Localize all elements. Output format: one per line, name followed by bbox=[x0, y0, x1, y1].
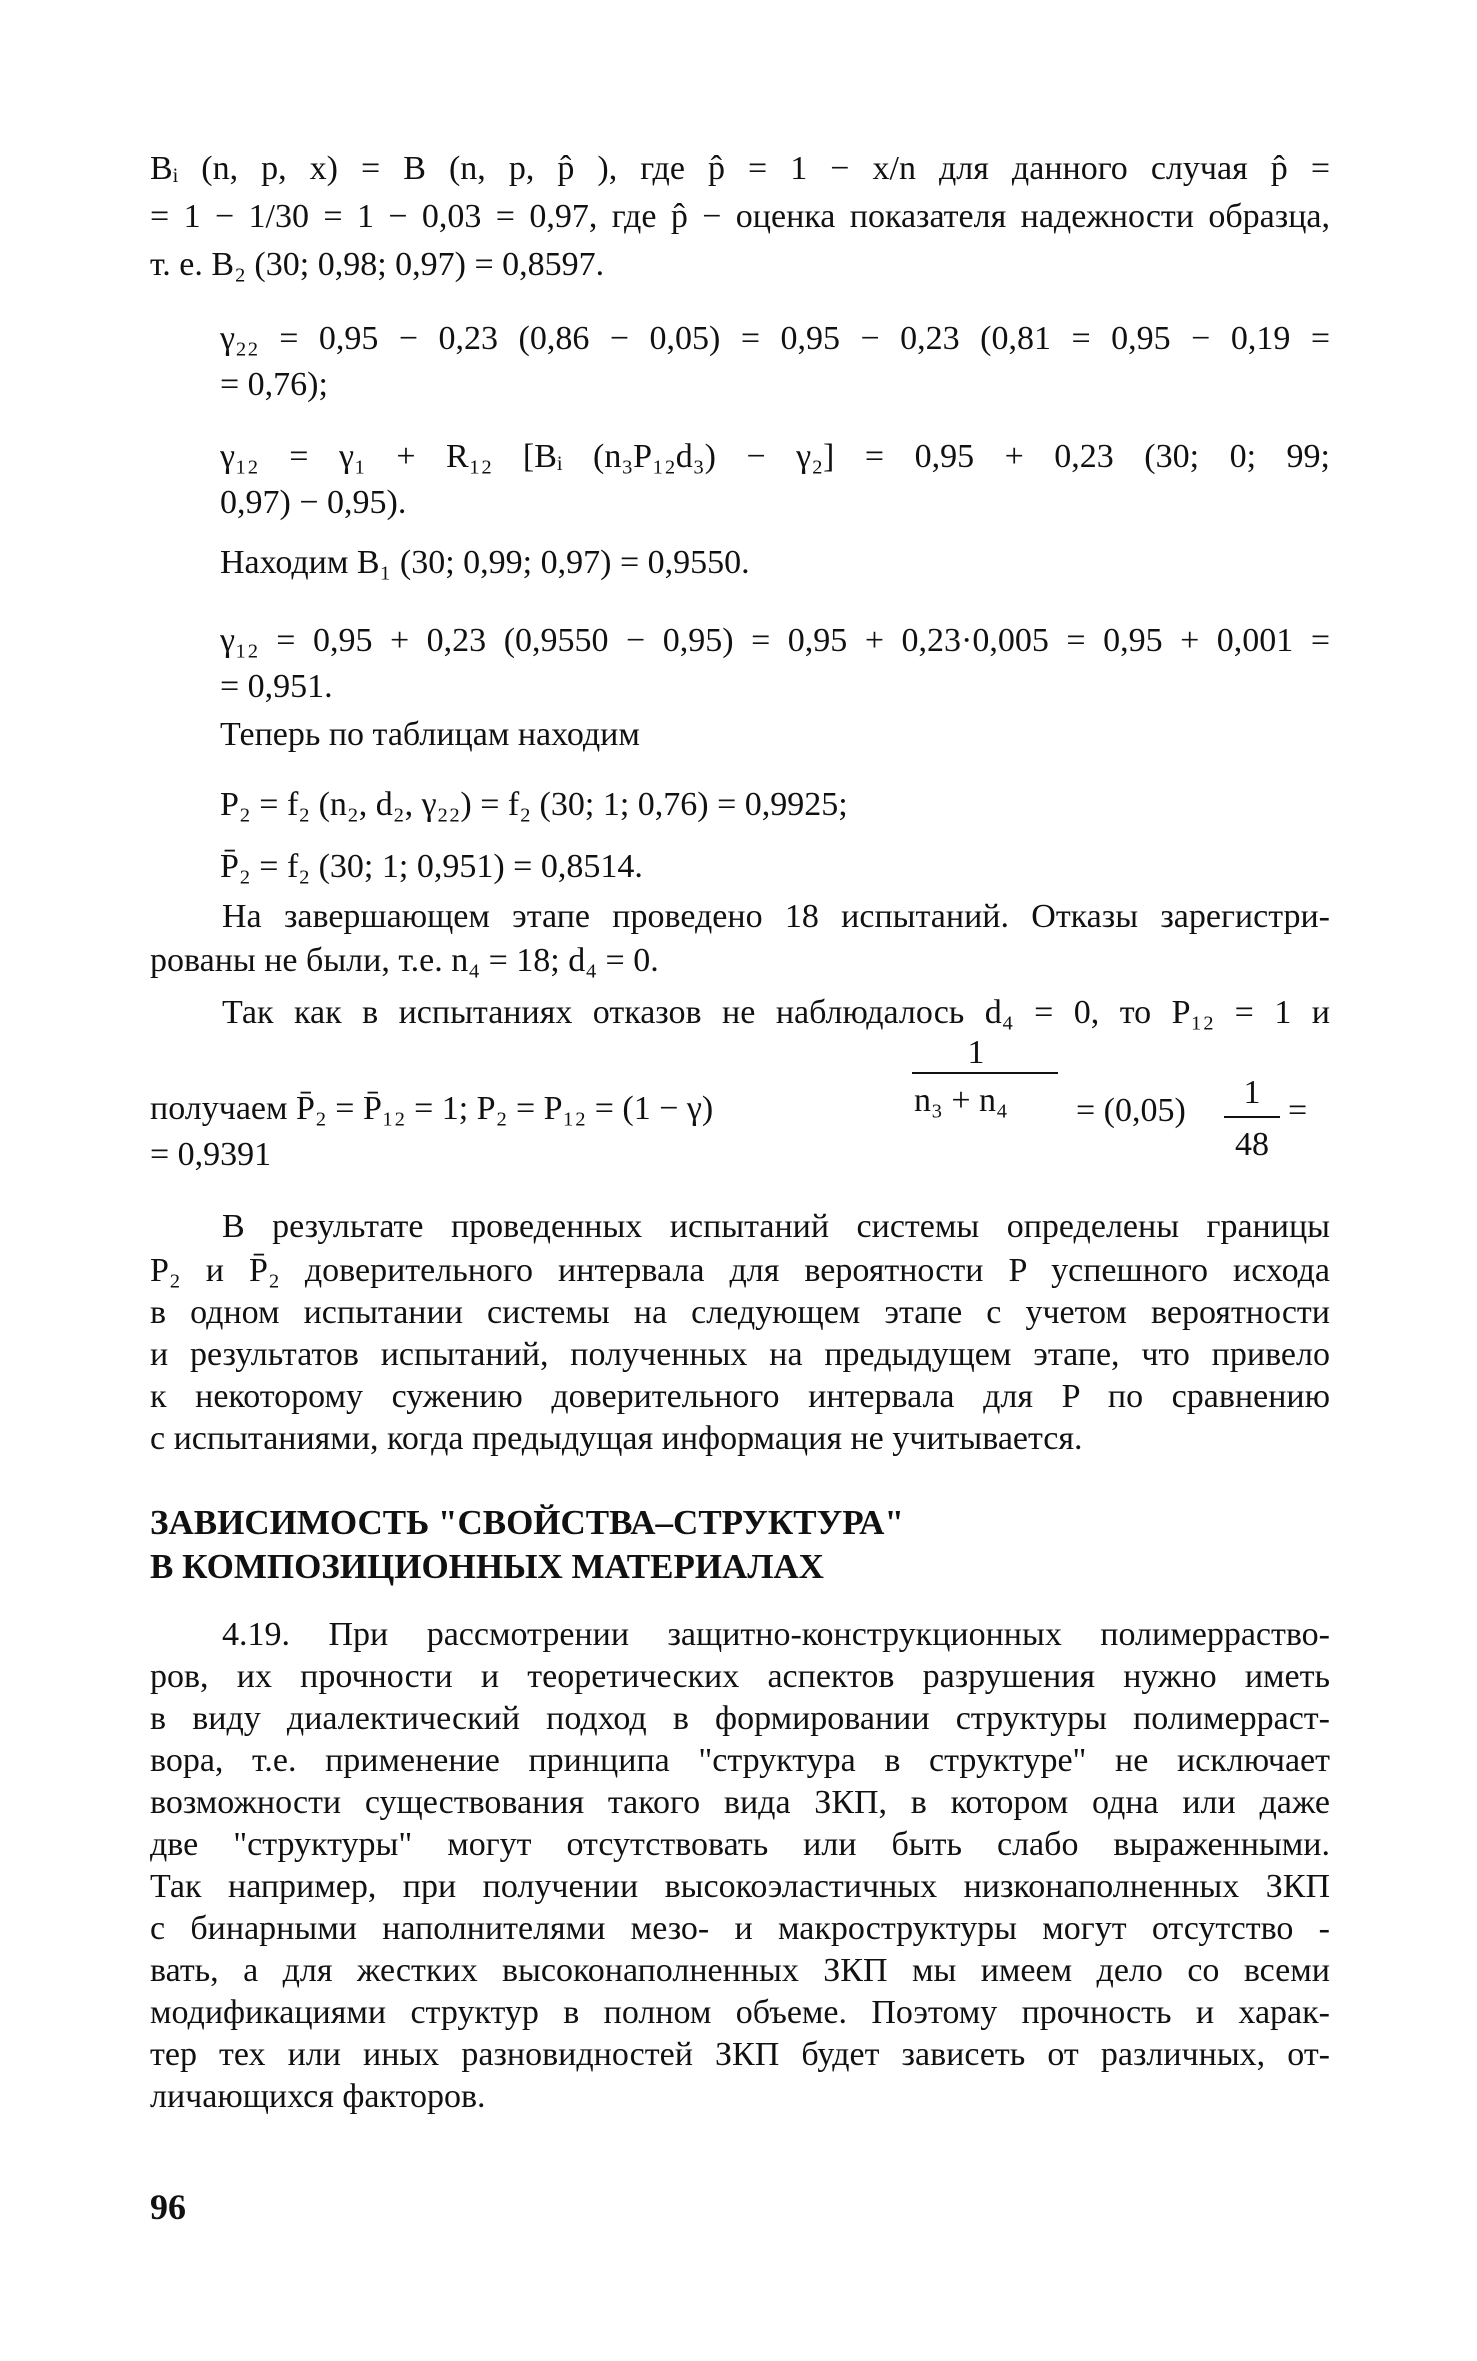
fraction-bar bbox=[912, 1072, 1058, 1074]
fraction-numerator: 1 bbox=[1243, 1074, 1261, 1111]
text-line: Находим B₁ (30; 0,99; 0,97) = 0,9550. bbox=[220, 544, 750, 581]
equation-line: = 0,76); bbox=[220, 366, 328, 403]
text-line: 4.19. При рассмотрении защитно-конструкционных полимерраство- bbox=[222, 1616, 1330, 1653]
text-line: На завершающем этапе проведено 18 испытаний. Отказы зарегистри- bbox=[222, 898, 1330, 935]
equation-part: = (0,05) bbox=[1076, 1092, 1186, 1129]
section-heading: ЗАВИСИМОСТЬ "СВОЙСТВА–СТРУКТУРА" bbox=[150, 1503, 904, 1542]
text-line: в одном испытании системы на следующем этапе с учетом вероятности bbox=[150, 1294, 1330, 1331]
text-line: Так как в испытаниях отказов не наблюдалось d₄ = 0, то P₁₂ = 1 и bbox=[222, 994, 1330, 1031]
text-line: с испытаниями, когда предыдущая информация не учитывается. bbox=[150, 1420, 1083, 1457]
text-line: модификациями структур в полном объеме. Поэтому прочность и харак- bbox=[150, 1994, 1330, 2031]
text-line: личающихся факторов. bbox=[150, 2078, 486, 2115]
equation-line: получаем P̄₂ = P̄₁₂ = 1; P₂ = P₁₂ = (1 − γ) bbox=[150, 1090, 714, 1127]
text-line: две "структуры" могут отсутствовать или быть слабо выраженными. bbox=[150, 1826, 1330, 1863]
text-line: Так например, при получении высокоэластичных низконаполненных ЗКП bbox=[150, 1868, 1330, 1905]
text-line: P₂ и P̄₂ доверительного интервала для вероятности P успешного исхода bbox=[150, 1252, 1330, 1289]
text-line: с бинарными наполнителями мезо- и макроструктуры могут отсутство - bbox=[150, 1910, 1330, 1947]
text-line: возможности существования такого вида ЗКП, в котором одна или даже bbox=[150, 1784, 1330, 1821]
text-line: Bᵢ (n, p, x) = B (n, p, p̂ ), где p̂ = 1 − x/n для данного случая p̂ = bbox=[150, 150, 1330, 187]
fraction-bar bbox=[1224, 1116, 1280, 1118]
text-line: В результате проведенных испытаний системы определены границы bbox=[222, 1208, 1330, 1245]
text-line: к некоторому сужению доверительного интервала для P по сравнению bbox=[150, 1378, 1330, 1415]
equation-line: P̄₂ = f₂ (30; 1; 0,951) = 0,8514. bbox=[220, 848, 643, 885]
equation-line: γ₁₂ = γ₁ + R₁₂ [Bᵢ (n₃P₁₂d₃) − γ₂] = 0,95 + 0,23 (30; 0; 99; bbox=[220, 438, 1330, 475]
exponent-numerator: 1 bbox=[967, 1034, 985, 1071]
section-heading: В КОМПОЗИЦИОННЫХ МАТЕРИАЛАХ bbox=[150, 1547, 824, 1586]
equation-line: γ₂₂ = 0,95 − 0,23 (0,86 − 0,05) = 0,95 − 0,23 (0,81 = 0,95 − 0,19 = bbox=[220, 320, 1330, 357]
text-line: ров, их прочности и теоретических аспектов разрушения нужно иметь bbox=[150, 1658, 1330, 1695]
text-line: и результатов испытаний, полученных на предыдущем этапе, что привело bbox=[150, 1336, 1330, 1373]
text-line: в виду диалектический подход в формировании структуры полимерраст- bbox=[150, 1700, 1330, 1737]
fraction-denominator: 48 bbox=[1235, 1126, 1269, 1163]
text-line: Теперь по таблицам находим bbox=[220, 716, 640, 753]
text-line: вать, а для жестких высоконаполненных ЗКП мы имеем дело со всеми bbox=[150, 1952, 1330, 1989]
equation-line: P₂ = f₂ (n₂, d₂, γ₂₂) = f₂ (30; 1; 0,76) = 0,9925; bbox=[220, 786, 848, 823]
text-line: вора, т.е. применение принципа "структура в структуре" не исключает bbox=[150, 1742, 1330, 1779]
equation-line: = 0,9391 bbox=[150, 1136, 272, 1173]
text-line: = 1 − 1/30 = 1 − 0,03 = 0,97, где p̂ − оценка показателя надежности образца, bbox=[150, 198, 1330, 235]
equation-line: = 0,951. bbox=[220, 668, 333, 705]
equation-part: = bbox=[1288, 1092, 1308, 1129]
exponent-denominator: n₃ + n₄ bbox=[914, 1082, 1008, 1119]
page-number: 96 bbox=[150, 2187, 186, 2227]
text-line: рованы не были, т.е. n₄ = 18; d₄ = 0. bbox=[150, 942, 659, 979]
equation-line: 0,97) − 0,95). bbox=[220, 484, 407, 521]
text-line: т. е. B₂ (30; 0,98; 0,97) = 0,8597. bbox=[150, 246, 605, 283]
text-line: тер тех или иных разновидностей ЗКП будет зависеть от различных, от- bbox=[150, 2036, 1330, 2073]
equation-line: γ₁₂ = 0,95 + 0,23 (0,9550 − 0,95) = 0,95 + 0,23·0,005 = 0,95 + 0,001 = bbox=[220, 622, 1330, 659]
